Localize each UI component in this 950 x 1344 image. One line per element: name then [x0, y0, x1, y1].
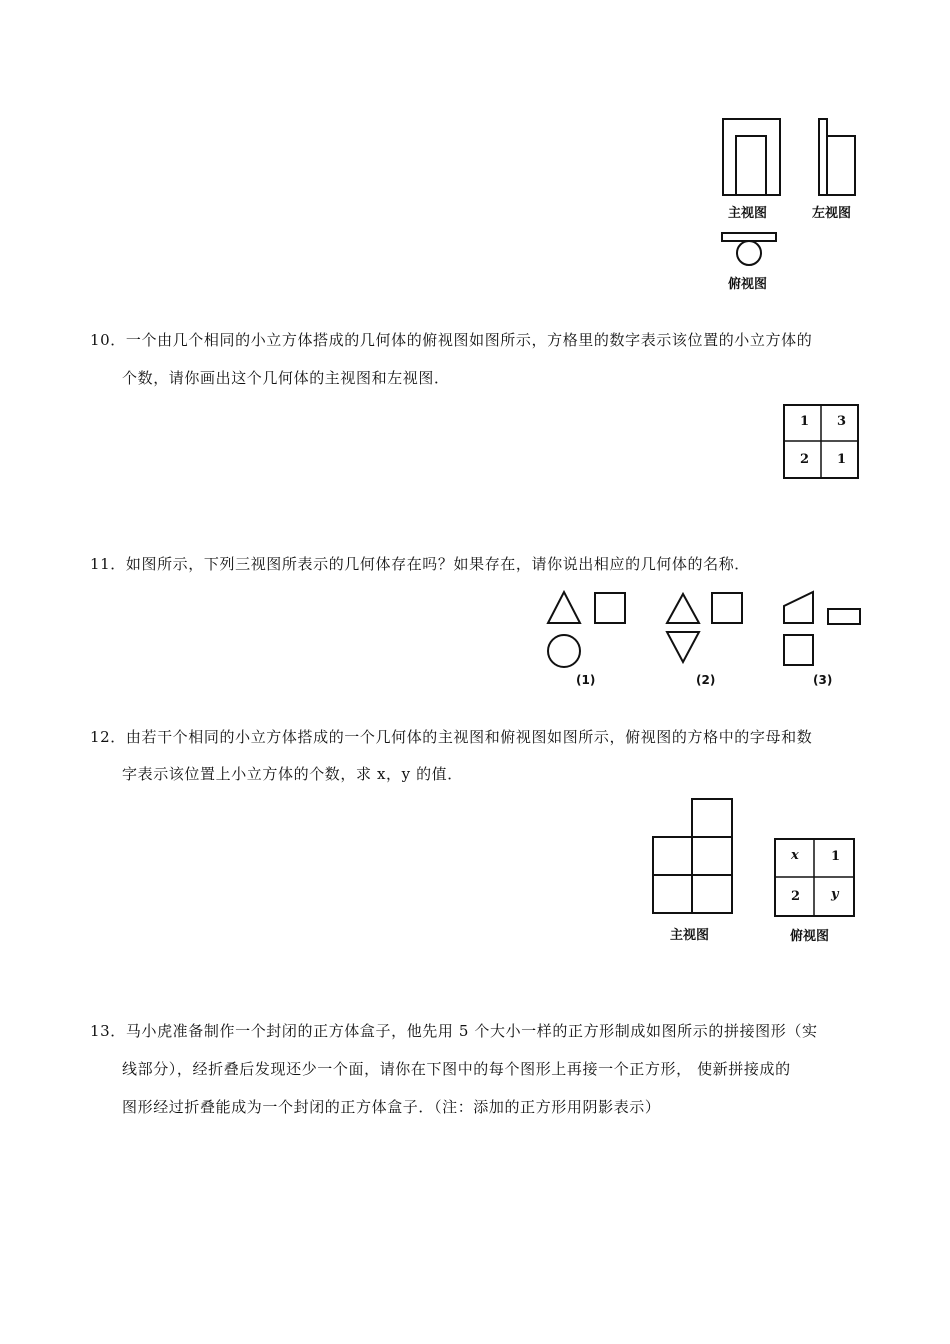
q12-grid-cell: 1 — [831, 849, 841, 864]
q11-label-2: (2) — [696, 673, 716, 687]
q12-top-view-caption: 俯视图 — [790, 929, 830, 944]
q12-grid-cell-x: x — [791, 848, 799, 863]
front-view-caption: 主视图 — [728, 206, 768, 221]
q10-grid-cell: 1 — [800, 414, 810, 429]
question-10-line-1: 10．一个由几个相同的小立方体搭成的几何体的俯视图如图所示，方格里的数字表示该位置的小立方体的 — [90, 331, 813, 349]
front-view-figure — [722, 118, 782, 198]
question-12-line-2: 字表示该位置上小立方体的个数，求 x，y 的值． — [122, 765, 463, 783]
q11-label-3: (3) — [813, 673, 833, 687]
q10-grid-cell: 1 — [837, 452, 847, 467]
q11-figure-3 — [782, 590, 867, 670]
q11-figure-2 — [665, 590, 755, 670]
q10-grid-cell: 3 — [837, 414, 847, 429]
question-13-line-2: 线部分），经折叠后发现还少一个面，请你在下图中的每个图形上再接一个正方形， 使新拼接成的 — [122, 1060, 791, 1078]
q10-top-view-grid — [783, 404, 861, 480]
q12-grid-cell: 2 — [791, 889, 801, 904]
question-11-line-1: 11．如图所示，下列三视图所表示的几何体存在吗？如果存在，请你说出相应的几何体的名称． — [90, 555, 750, 573]
question-13-line-3: 图形经过折叠能成为一个封闭的正方体盒子．（注：添加的正方形用阴影表示） — [122, 1098, 661, 1116]
q12-front-view-figure — [652, 798, 734, 916]
left-view-figure — [818, 118, 858, 198]
q12-grid-cell-y: y — [831, 887, 839, 902]
q12-top-view-grid — [774, 838, 856, 918]
q11-figure-1 — [545, 590, 635, 670]
question-13-line-1: 13．马小虎准备制作一个封闭的正方体盒子，他先用 5 个大小一样的正方形制成如图所示的拼接图形（实 — [90, 1022, 818, 1040]
question-10-line-2: 个数，请你画出这个几何体的主视图和左视图． — [122, 369, 450, 387]
left-view-caption: 左视图 — [812, 206, 852, 221]
question-12-line-1: 12．由若干个相同的小立方体搭成的一个几何体的主视图和俯视图如图所示，俯视图的方格中的字母和数 — [90, 728, 813, 746]
top-view-figure — [720, 232, 780, 268]
q10-grid-cell: 2 — [800, 452, 810, 467]
q12-front-view-caption: 主视图 — [670, 928, 710, 943]
top-view-caption: 俯视图 — [728, 277, 768, 292]
q11-label-1: (1) — [576, 673, 596, 687]
